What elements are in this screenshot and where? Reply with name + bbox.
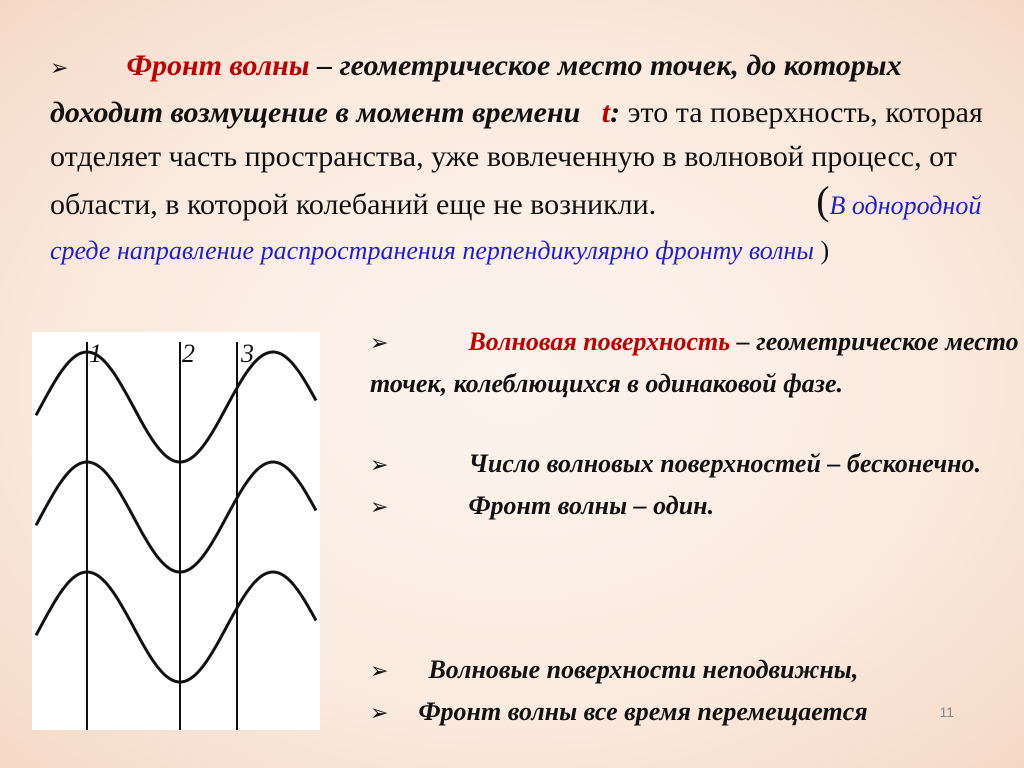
wave-surface-term: Волновая поверхность [468,327,731,356]
right-column [370,322,1020,528]
item-wave-surface [370,322,1020,404]
surfaces-static-text: Волновые поверхности неподвижны, [428,655,859,684]
front-term: Фронт волны [126,49,310,82]
close-paren: ) [814,236,830,265]
front-explanation: это та поверхность, которая отделяет часть пространства, уже вовлеченную в волновой процесс, от области, в которой колебаний еще не возникли. [50,96,983,221]
bullet-icon: ➢ [370,659,389,684]
wave-curve-3 [36,572,316,682]
colon: : [610,96,621,129]
page-number: 11 [939,704,954,720]
front-definition [50,44,1010,273]
front-moves-text: Фронт волны все время перемещается [418,697,868,726]
label-3: 3 [241,339,254,368]
item-surface-count [370,444,1020,486]
label-1: 1 [89,339,102,368]
bullet-icon: ➢ [370,701,389,726]
open-paren: ( [816,178,830,223]
wave-diagram-svg [32,332,320,730]
time-variable: t [601,96,611,129]
wave-surface-dash: – [730,327,757,356]
bullet-icon: ➢ [50,56,69,81]
front-def: геометрическое место точек, до которых доходит возмущение в момент времени [50,49,902,129]
propagation-note: В однородной среде направление распространения перпендикулярно фронту волны [50,191,982,265]
wave-curve-1 [36,352,316,462]
wave-curve-2 [36,462,316,572]
bullet-icon: ➢ [370,495,389,520]
label-2: 2 [182,339,195,368]
wave-diagram [32,332,320,730]
bottom-list [370,650,1020,734]
front-one-text: Фронт волны – один. [468,491,715,520]
front-dash: – [309,49,340,82]
bullet-icon: ➢ [370,453,389,478]
item-front-one [370,486,1020,528]
wave-surface-def: геометрическое место точек, колеблющихся в одинаковой фазе. [370,327,1019,398]
surface-count-text: Число волновых поверхностей – бесконечно. [468,449,982,478]
item-surfaces-static [370,650,1020,692]
bullet-icon: ➢ [370,331,389,356]
item-front-moves [370,692,1020,734]
